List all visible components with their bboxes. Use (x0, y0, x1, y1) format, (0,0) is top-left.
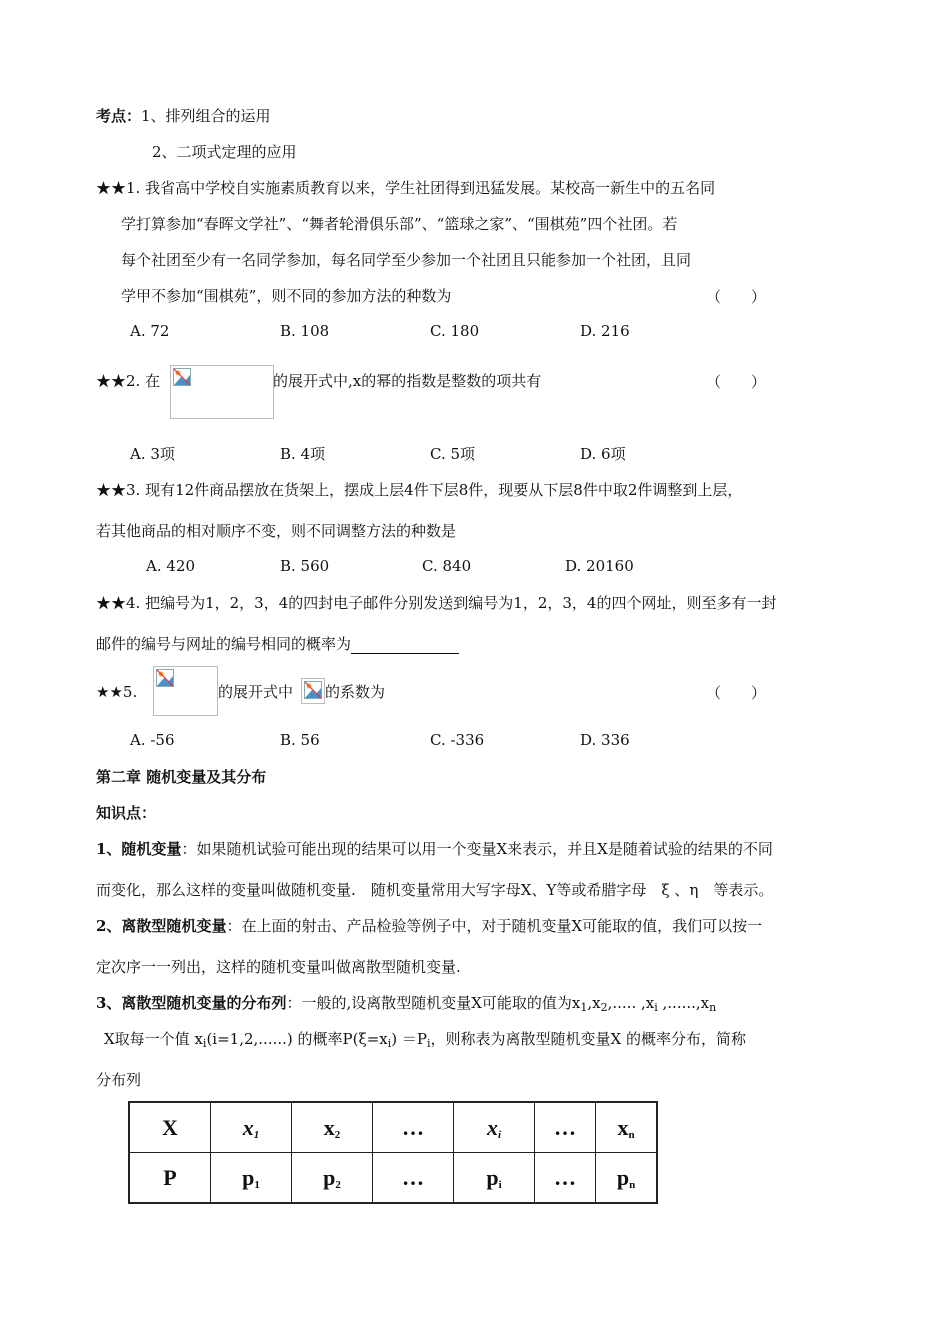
q1-option-c: C. 180 (430, 322, 480, 340)
k3-line-3: 分布列 (96, 1071, 142, 1089)
q4-line-2 (96, 634, 459, 654)
table-cell: P (129, 1153, 211, 1204)
q5-formula-image-1 (153, 666, 218, 716)
k2-line-1 (96, 916, 762, 936)
table-cell: $x_i$ (454, 1102, 535, 1153)
kaodian-label: 考点： (96, 107, 142, 125)
q4-answer-blank[interactable] (351, 637, 459, 654)
q4-text-1: 4. 把编号为1，2，3，4的四封电子邮件分别发送到编号为1，2，3，4的四个网址，则至多有一封 (126, 594, 777, 612)
q2-line-1b: 的展开式中,x的幂的指数是整数的项共有 (273, 372, 542, 390)
q4-line-1 (96, 593, 776, 613)
q2-option-b: B. 4项 (280, 445, 326, 463)
k3-sub-n: n (709, 1001, 717, 1014)
kaodian-item-1: 1、排列组合的运用 (141, 107, 271, 125)
k1-head: 1、随机变量 (96, 840, 182, 858)
q5-line-1a (96, 682, 137, 702)
q2-option-a: A. 3项 (130, 445, 175, 463)
q1-stars: ★★ (96, 179, 127, 197)
q2-option-c: C. 5项 (430, 445, 476, 463)
distribution-table (128, 1101, 658, 1204)
k3-sub-i: i (654, 1001, 658, 1014)
q1-option-d: D. 216 (580, 322, 630, 340)
table-cell: … (373, 1102, 454, 1153)
k3-sub-i-2: i (202, 1037, 207, 1050)
kaodian-line (96, 106, 271, 126)
k3-sub-i-4: i (427, 1037, 431, 1050)
table-cell: X (129, 1102, 211, 1153)
q3-stars: ★★ (96, 481, 127, 499)
q3-line-1 (96, 480, 742, 500)
k1-line-1 (96, 839, 773, 859)
broken-image-icon (304, 681, 322, 699)
q5-suffix: 的系数为 (325, 683, 386, 701)
q2-prefix: 2. 在 (126, 372, 161, 390)
table-cell: $x_2$ (292, 1102, 373, 1153)
chapter-title: 第二章 随机变量及其分布 (96, 768, 267, 786)
table-cell: $p_2$ (292, 1153, 373, 1204)
q3-text-1: 3. 现有12件商品摆放在货架上，摆成上层4件下层8件，现要从下层8件中取2件调整到上层， (126, 481, 743, 499)
q5-option-c: C. -336 (430, 731, 485, 749)
q1-line-1 (96, 178, 715, 198)
q3-option-b: B. 560 (280, 557, 330, 575)
q2-answer-paren: （ ） (706, 373, 767, 391)
q2-line-1a (96, 371, 160, 391)
k3-text-2a: X取每一个值 x (104, 1030, 203, 1048)
knowledge-label: 知识点： (96, 804, 157, 822)
table-cell: $p_1$ (211, 1153, 292, 1204)
k3-text-1d: ,......,x (657, 994, 710, 1012)
q5-middle: 的展开式中 (218, 683, 294, 701)
table-cell: $x_1$ (211, 1102, 292, 1153)
table-cell: … (373, 1153, 454, 1204)
q1-line-3: 每个社团至少有一名同学参加，每名同学至少参加一个社团且只能参加一个社团，且同 (121, 251, 692, 269)
q5-answer-paren: （ ） (706, 684, 767, 702)
q3-option-c: C. 840 (422, 557, 472, 575)
k3-text-2c: ) ＝P (391, 1030, 428, 1048)
q4-text-2: 邮件的编号与网址的编号相同的概率为 (96, 635, 352, 653)
k3-line-1 (96, 993, 716, 1018)
q1-line-2: 学打算参加“春晖文学社”、“舞者轮滑俱乐部”、“篮球之家”、“围棋苑”四个社团。若 (121, 215, 678, 233)
q3-option-a: A. 420 (146, 557, 195, 575)
broken-image-icon (156, 669, 174, 687)
q3-option-d: D. 20160 (565, 557, 634, 575)
k3-text-1b: ,x (587, 994, 601, 1012)
table-cell: $x_n$ (596, 1102, 658, 1153)
q1-option-b: B. 108 (280, 322, 330, 340)
k3-text-2b: (i=1,2,......) 的概率P(ξ=x (206, 1030, 388, 1048)
k1-text-1: ：如果随机试验可能出现的结果可以用一个变量X来表示，并且X是随着试验的结果的不同 (181, 840, 773, 858)
q1-line-4: 学甲不参加“围棋苑”，则不同的参加方法的种数为 (121, 287, 452, 305)
table-row (129, 1102, 657, 1153)
q2-formula-image (170, 365, 274, 419)
k3-text-2d: ，则称表为离散型随机变量X 的概率分布，简称 (430, 1030, 746, 1048)
q5-option-d: D. 336 (580, 731, 630, 749)
q5-option-a: A. -56 (130, 731, 175, 749)
k3-head: 3、离散型随机变量的分布列 (96, 994, 287, 1012)
k3-sub-1: 1 (580, 1001, 588, 1014)
k3-sub-2: 2 (600, 1001, 608, 1014)
table-cell: … (535, 1102, 596, 1153)
table-cell: … (535, 1153, 596, 1204)
k3-line-2 (104, 1029, 746, 1054)
q2-option-d: D. 6项 (580, 445, 626, 463)
table-row (129, 1153, 657, 1204)
broken-image-icon (173, 368, 191, 386)
q1-option-a: A. 72 (130, 322, 170, 340)
q5-formula-image-2 (301, 678, 325, 704)
table-cell: $p_n$ (596, 1153, 658, 1204)
k3-text-1c: ,..... ,x (607, 994, 655, 1012)
q4-stars: ★★ (96, 594, 127, 612)
q1-answer-paren: （ ） (706, 288, 767, 306)
q5-prefix: 5. (122, 683, 138, 701)
q1-text-1: 1. 我省高中学校自实施素质教育以来，学生社团得到迅猛发展。某校高一新生中的五名同 (126, 179, 716, 197)
q5-option-b: B. 56 (280, 731, 320, 749)
kaodian-item-2: 2、二项式定理的应用 (152, 143, 297, 161)
k2-line-2: 定次序一一列出，这样的随机变量叫做离散型随机变量. (96, 958, 461, 976)
k2-head: 2、离散型随机变量 (96, 917, 227, 935)
q5-stars: ★★ (96, 683, 123, 701)
k3-sub-i-3: i (387, 1037, 392, 1050)
table-cell: $p_i$ (454, 1153, 535, 1204)
q3-line-2: 若其他商品的相对顺序不变，则不同调整方法的种数是 (96, 522, 457, 540)
q2-stars: ★★ (96, 372, 127, 390)
k2-text-1: ：在上面的射击、产品检验等例子中，对于随机变量X可能取的值，我们可以按一 (226, 917, 763, 935)
k1-line-2: 而变化，那么这样的变量叫做随机变量. 随机变量常用大写字母X、Y等或希腊字母 ξ 、η 等表示。 (96, 881, 774, 899)
k3-text-1a: ：一般的,设离散型随机变量X可能取的值为x (286, 994, 581, 1012)
